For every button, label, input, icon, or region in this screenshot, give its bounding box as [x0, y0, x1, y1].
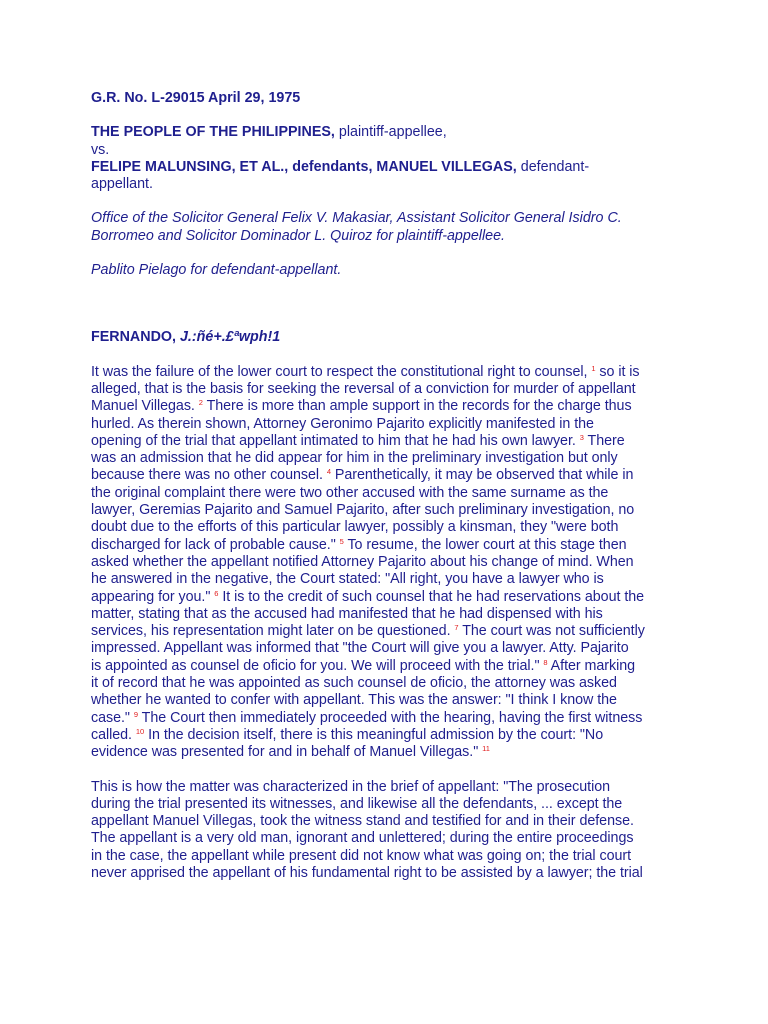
- body-text-segment: The court was not sufficiently: [458, 623, 645, 640]
- footnote-marker[interactable]: 6: [214, 588, 219, 598]
- body-line: during the trial presented its witnesses, and likewise all the defendants, ... except the: [91, 795, 623, 812]
- body-text-segment: discharged for lack of probable cause.": [91, 536, 340, 553]
- body-line: [91, 658, 685, 675]
- body-text-segment: After marking: [547, 657, 636, 674]
- body-line: [91, 710, 685, 727]
- versus: vs.: [91, 141, 110, 158]
- body-line: appellant Manuel Villegas, took the witness stand and testified for and in their defense.: [91, 813, 634, 830]
- body-text-segment: impressed. Appellant was informed that "the Court will give you a lawyer. Atty. Pajarito: [91, 640, 629, 657]
- body-line: The appellant is a very old man, ignorant and unlettered; during the entire proceedings: [91, 830, 634, 847]
- ponente-name: FERNANDO,: [91, 329, 176, 346]
- body-line: [91, 519, 685, 536]
- defendants-names: FELIPE MALUNSING, ET AL., defendants, MANUEL VILLEGAS,: [91, 158, 517, 175]
- body-line: [91, 398, 685, 415]
- body-text-segment: it of record that he was appointed as such counsel de oficio, the attorney was asked: [91, 675, 617, 692]
- body-line: [91, 727, 685, 744]
- body-line: [91, 433, 685, 450]
- body-line: [91, 675, 685, 692]
- body-text-segment: opening of the trial that appellant intimated to him that he had his own lawyer.: [91, 432, 580, 449]
- body-line: [91, 589, 685, 606]
- body-line: [91, 692, 685, 709]
- plaintiff-line: [91, 124, 685, 141]
- body-line: [91, 554, 685, 571]
- body-line: [91, 606, 685, 623]
- plaintiff-role: plaintiff-appellee,: [334, 124, 447, 141]
- body-text-segment: It was the failure of the lower court to respect the constitutional right to counsel,: [91, 363, 592, 380]
- body-paragraph-2: [91, 779, 685, 883]
- body-text-segment: called.: [91, 726, 136, 743]
- footnote-marker[interactable]: 4: [326, 467, 331, 477]
- body-text-segment: alleged, that is the basis for seeking the reversal of a conviction for murder of appellant: [91, 380, 636, 397]
- footnote-marker[interactable]: 2: [198, 398, 203, 408]
- body-text-segment: is appointed as counsel de oficio for you. We will proceed with the trial.": [91, 657, 544, 674]
- body-paragraph-1: [91, 364, 685, 762]
- body-text-segment: The Court then immediately proceeded with the hearing, having the first witness: [138, 709, 643, 726]
- body-text-segment: To resume, the lower court at this stage then: [343, 536, 627, 553]
- body-text-segment: whether he wanted to confer with appellant. This was the answer: "I think I know the: [91, 692, 617, 709]
- defendant-role-cont: appellant.: [91, 176, 154, 193]
- ponente-suffix: J.:ñé+.£ªwph!1: [176, 329, 281, 346]
- decision-document: [91, 90, 685, 882]
- body-line: never apprised the appellant of his fundamental right to be assisted by a lawyer; the trial: [91, 864, 643, 881]
- footnote-marker[interactable]: 5: [339, 536, 344, 546]
- body-text-segment: hurled. As therein shown, Attorney Geronimo Pajarito explicitly manifested in the: [91, 415, 594, 432]
- body-text-segment: Manuel Villegas.: [91, 398, 199, 415]
- body-text-segment: In the decision itself, there is this meaningful admission by the court: "No: [144, 726, 604, 743]
- body-line: [91, 485, 685, 502]
- body-line: [91, 623, 685, 640]
- body-text-segment: matter, stating that as the accused had manifested that he had dispensed with his: [91, 605, 603, 622]
- body-text-segment: lawyer, Geremias Pajarito and Samuel Pajarito, after such preliminary investigation, no: [91, 502, 635, 519]
- body-line: [91, 537, 685, 554]
- body-text-segment: appearing for you.": [91, 588, 215, 605]
- defendant-counsel: Pablito Pielago for defendant-appellant.: [91, 262, 342, 279]
- body-text-segment: was an admission that he did appear for him in the preliminary investigation but only: [91, 450, 618, 467]
- body-line: [91, 744, 685, 761]
- footnote-marker[interactable]: 11: [482, 744, 490, 754]
- body-text-segment: case.": [91, 709, 134, 726]
- body-line: [91, 364, 685, 381]
- body-line: in the case, the appellant while present did not know what was going on; the trial court: [91, 847, 632, 864]
- body-line: [91, 571, 685, 588]
- body-text-segment: so it is: [595, 363, 640, 380]
- footnote-marker[interactable]: 10: [135, 726, 145, 736]
- footnote-marker[interactable]: 1: [591, 363, 596, 373]
- footnote-marker[interactable]: 8: [543, 657, 548, 667]
- body-text-segment: asked whether the appellant notified Attorney Pajarito about his change of mind. When: [91, 553, 634, 570]
- defendants-line: [91, 159, 685, 176]
- body-line: [91, 640, 685, 657]
- body-text-segment: There: [583, 432, 625, 449]
- body-text-segment: the original complaint there were two other accused with the same surname as the: [91, 484, 609, 501]
- plaintiff-counsel-line: Office of the Solicitor General Felix V. Makasiar, Assistant Solicitor General Isidro C.: [91, 210, 622, 227]
- body-line: [91, 450, 685, 467]
- footnote-marker[interactable]: 3: [579, 432, 584, 442]
- body-line: [91, 416, 685, 433]
- body-text-segment: he answered in the negative, the Court stated: "All right, you have a lawyer who is: [91, 571, 604, 588]
- plaintiff-counsel: [91, 210, 685, 245]
- body-text-segment: Parenthetically, it may be observed that while in: [330, 467, 634, 484]
- body-text-segment: evidence was presented for and in behalf of Manuel Villegas.": [91, 744, 483, 761]
- body-line: This is how the matter was characterized in the brief of appellant: "The prosecution: [91, 778, 611, 795]
- body-line: [91, 381, 685, 398]
- body-line: [91, 467, 685, 484]
- body-text-segment: because there was no other counsel.: [91, 467, 327, 484]
- body-text-segment: services, his representation might later on be questioned.: [91, 623, 455, 640]
- plaintiff-name: THE PEOPLE OF THE PHILIPPINES,: [91, 124, 335, 141]
- body-text-segment: doubt due to the efforts of this particular lawyer, possibly a kinsman, they "were both: [91, 519, 619, 536]
- footnote-marker[interactable]: 9: [133, 709, 138, 719]
- footnote-marker[interactable]: 7: [454, 623, 459, 633]
- case-number: G.R. No. L-29015 April 29, 1975: [91, 90, 301, 106]
- ponente: [91, 329, 685, 346]
- body-text-segment: It is to the credit of such counsel that he had reservations about the: [218, 588, 645, 605]
- plaintiff-counsel-line: Borromeo and Solicitor Dominador L. Quiroz for plaintiff-appellee.: [91, 227, 506, 244]
- body-text-segment: There is more than ample support in the records for the charge thus: [202, 398, 632, 415]
- defendant-role: defendant-: [516, 158, 590, 175]
- body-line: [91, 502, 685, 519]
